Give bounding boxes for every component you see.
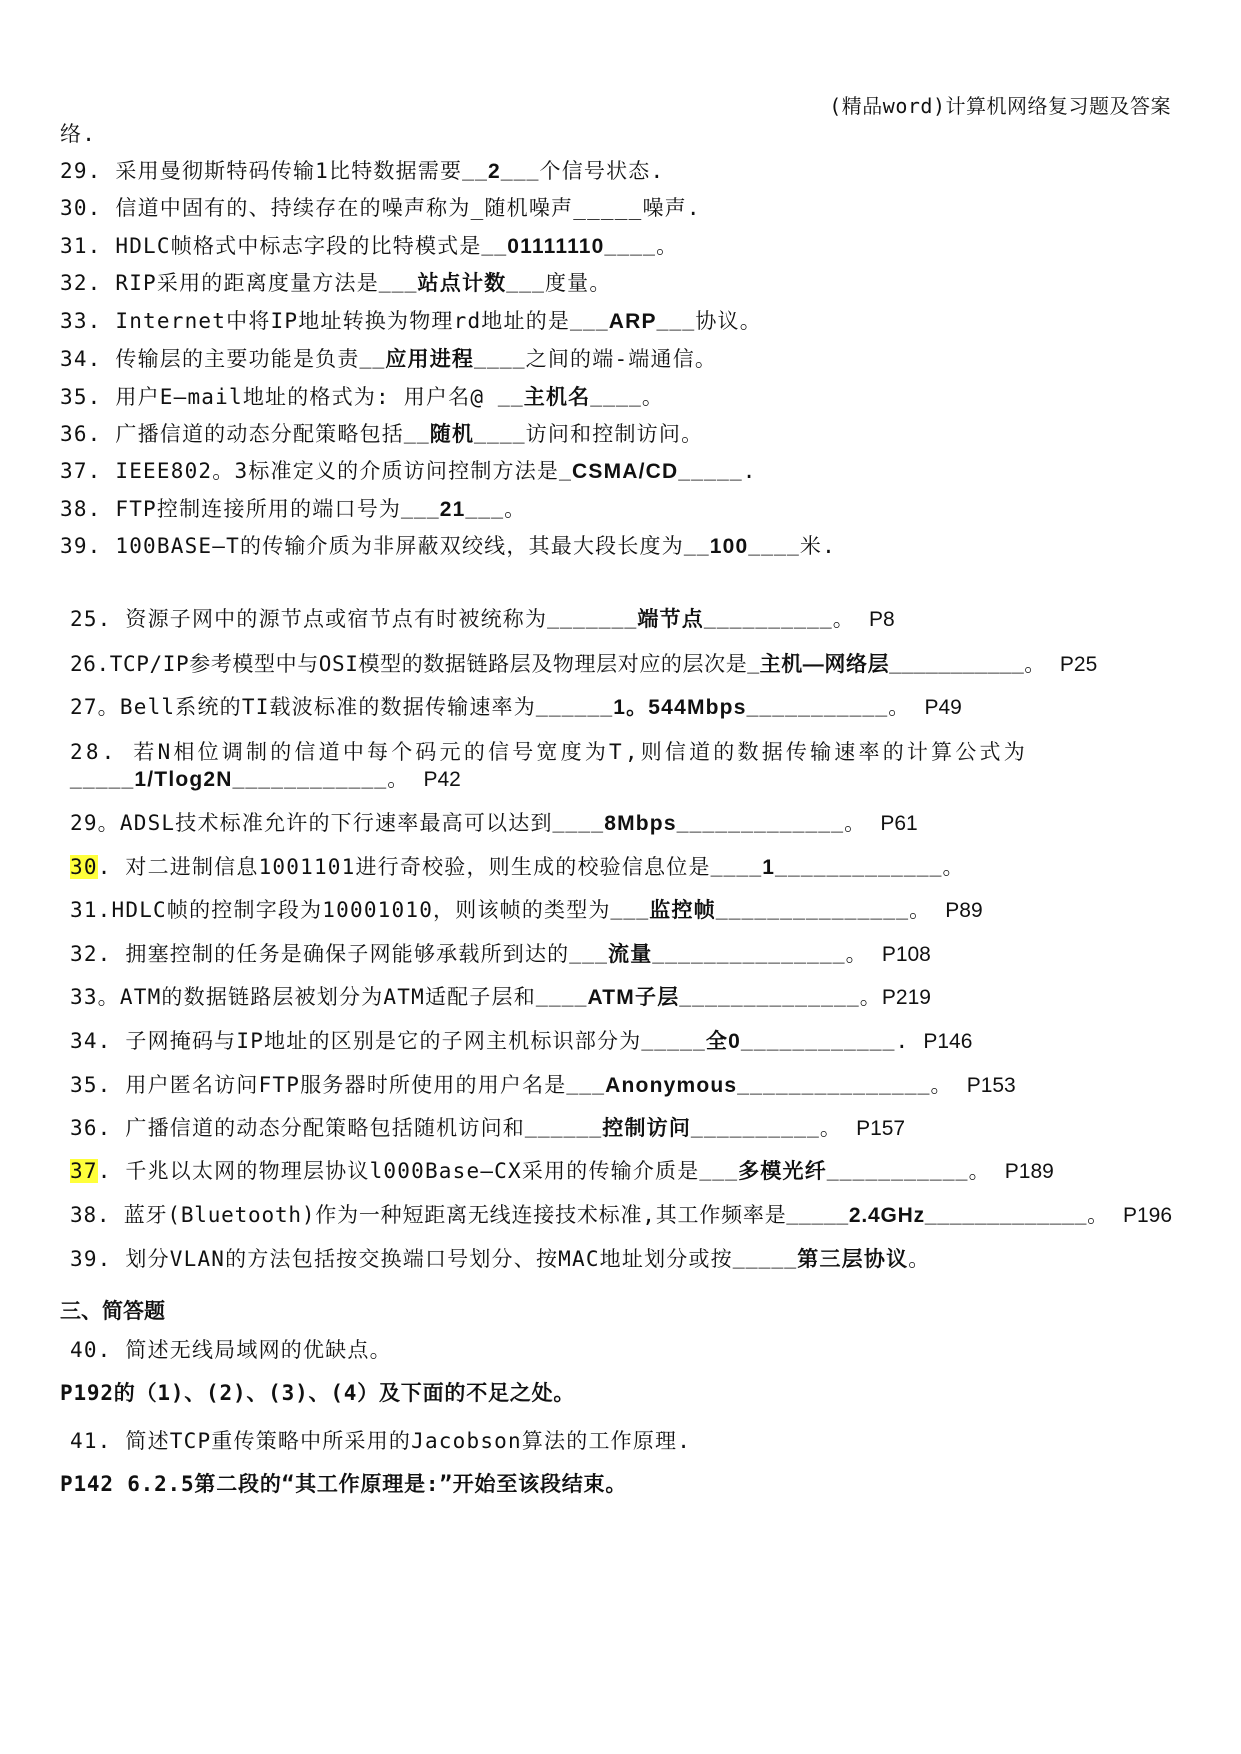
highlight-marker: 37 bbox=[70, 1159, 98, 1183]
question-2-38: 38. 蓝牙(Bluetooth)作为一种短距离无线连接技术标准,其工作频率是_____2.4GHz_____________。 P196 bbox=[70, 1203, 1172, 1227]
question-34: 34. 传输层的主要功能是负责__应用进程____之间的端-端通信。 bbox=[60, 347, 718, 371]
question-39: 39. 100BASE—T的传输介质为非屏蔽双绞线，其最大段长度为__100____米. bbox=[60, 534, 836, 558]
question-2-32: 32. 拥塞控制的任务是确保子网能够承载所到达的___流量_______________。 P108 bbox=[70, 942, 931, 966]
question-2-26: 26.TCP/IP参考模型中与OSI模型的数据链路层及物理层对应的层次是_主机—网络层___________。 P25 bbox=[70, 652, 1098, 676]
question-2-39: 39. 划分VLAN的方法包括按交换端口号划分、按MAC地址划分或按_____第三层协议。 bbox=[70, 1247, 931, 1271]
question-2-25: 25. 资源子网中的源节点或宿节点有时被统称为_______端节点__________。 P8 bbox=[70, 607, 895, 631]
question-2-28-answer: _____1/Tlog2N____________。 P42 bbox=[70, 767, 461, 791]
question-2-30: 30. 对二进制信息1001101进行奇校验，则生成的校验信息位是____1_____________。 bbox=[70, 855, 965, 879]
question-29: 29. 采用曼彻斯特码传输1比特数据需要__2___个信号状态. bbox=[60, 159, 665, 183]
question-2-27: 27。Bell系统的TI载波标准的数据传输速率为______1。544Mbps___________。 P49 bbox=[70, 695, 962, 719]
question-2-29: 29。ADSL技术标准允许的下行速率最高可以达到____8Mbps_____________。 P61 bbox=[70, 811, 918, 835]
question-41: 41. 简述TCP重传策略中所采用的Jacobson算法的工作原理. bbox=[70, 1429, 692, 1453]
question-2-36: 36. 广播信道的动态分配策略包括随机访问和______控制访问__________。 P157 bbox=[70, 1116, 906, 1140]
answer-40: P192的（1)、(2)、(3)、(4）及下面的不足之处。 bbox=[60, 1381, 576, 1405]
question-31: 31. HDLC帧格式中标志字段的比特模式是__01111110____。 bbox=[60, 234, 679, 258]
section-title: 三、简答题 bbox=[60, 1299, 165, 1323]
question-32: 32. RIP采用的距离度量方法是___站点计数___度量。 bbox=[60, 271, 612, 295]
question-38: 38. FTP控制连接所用的端口号为___21___。 bbox=[60, 497, 527, 521]
question-2-31: 31.HDLC帧的控制字段为10001010，则该帧的类型为___监控帧_______________。 P89 bbox=[70, 898, 983, 922]
question-30: 30. 信道中固有的、持续存在的噪声称为_随机噪声_____噪声. bbox=[60, 196, 701, 220]
fragment-text: 络. bbox=[60, 122, 97, 146]
question-2-33: 33。ATM的数据链路层被划分为ATM适配子层和____ATM子层______________。P219 bbox=[70, 985, 931, 1009]
question-36: 36. 广播信道的动态分配策略包括__随机____访问和控制访问。 bbox=[60, 422, 704, 446]
question-35: 35. 用户E—mail地址的格式为: 用户名@ __主机名____。 bbox=[60, 385, 665, 409]
question-2-35: 35. 用户匿名访问FTP服务器时所使用的用户名是___Anonymous_______________。 P153 bbox=[70, 1073, 1016, 1097]
page-header: (精品word)计算机网络复习题及答案 bbox=[829, 94, 1171, 118]
question-2-37: 37. 千兆以太网的物理层协议l000Base—CX采用的传输介质是___多模光纤___________。 P189 bbox=[70, 1159, 1054, 1183]
question-2-34: 34. 子网掩码与IP地址的区别是它的子网主机标识部分为_____全0____________. P146 bbox=[70, 1029, 973, 1053]
answer-41: P142 6.2.5第二段的“其工作原理是:”开始至该段结束。 bbox=[60, 1472, 628, 1496]
question-40: 40. 简述无线局域网的优缺点。 bbox=[70, 1338, 392, 1362]
question-37: 37. IEEE802。3标准定义的介质访问控制方法是_CSMA/CD_____. bbox=[60, 459, 757, 483]
question-2-28: 28. 若N相位调制的信道中每个码元的信号宽度为T,则信道的数据传输速率的计算公式为 bbox=[70, 740, 1028, 764]
highlight-marker: 30 bbox=[70, 855, 98, 879]
question-33: 33. Internet中将IP地址转换为物理rd地址的是___ARP___协议。 bbox=[60, 309, 762, 333]
